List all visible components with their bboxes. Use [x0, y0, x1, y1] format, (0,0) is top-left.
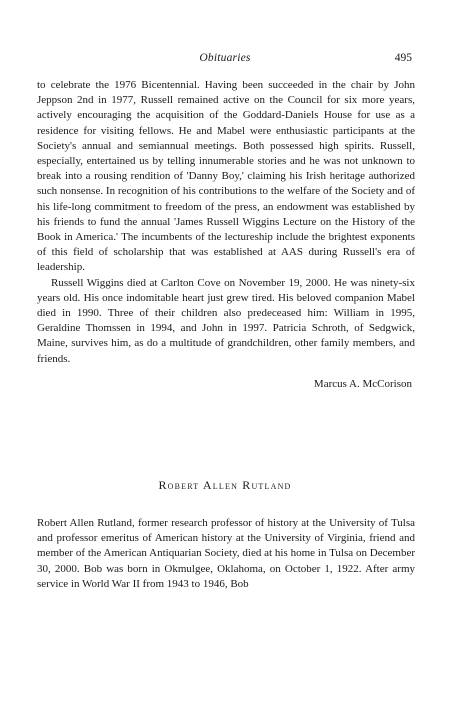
paragraph: Robert Allen Rutland, former research professor of history at the University of Tulsa and professor emeritus of American history at the University of Virginia, friend and member of the American Antiquarian Society, died at his home in Tulsa on December 30, 2000. Bob was born in Okmulgee, Oklahoma, on October 1, 1922. After army service in World War II from 1943 to 1946, Bob	[37, 517, 415, 590]
obituary-heading: Robert Allen Rutland	[158, 478, 292, 492]
page-number: 495	[394, 52, 412, 64]
author-signature: Marcus A. McCorison	[313, 378, 412, 390]
paragraph: Russell Wiggins died at Carlton Cove on November 19, 2000. He was ninety-six years old. His once indomitable heart just grew tired. His beloved companion Mabel died in 1990. Three of their children also predeceased him: William in 1995, Geraldine Thomssen in 1994, and John in 1997. Patricia Schroth, of Sedgwick, Maine, survives him, as do a multitude of grandchildren, other family members, and friends.	[37, 276, 415, 365]
obituary-body-continued	[37, 78, 415, 367]
running-head-title: Obituaries	[199, 52, 251, 64]
obituary-body	[37, 516, 415, 592]
paragraph: to celebrate the 1976 Bicentennial. Having been succeeded in the chair by John Jeppson 2nd in 1977, Russell remained active on the Council for six more years, actively encouraging the acquisition of the Goddard-Daniels House for use as a residence for visiting fellows. He and Mabel were enthusiastic participants at the Society's annual and semiannual meetings. Both possessed high spirits. Russell, especially, entertained us by telling innumerable stories and he was not unknown to break into a rousing rendition of 'Danny Boy,' claiming his Irish heritage authorized such nonsense. In recognition of his contributions to the welfare of the Society and of his life-long commitment to freedom of the press, an endowment was established by his friends to fund the annual 'James Russell Wiggins Lecture on the History of the Book in America.' The incumbents of the lectureship include the brightest exponents of this field of scholarship that was established at AAS during Russell's era of leadership.	[37, 79, 415, 274]
running-head	[38, 52, 412, 70]
